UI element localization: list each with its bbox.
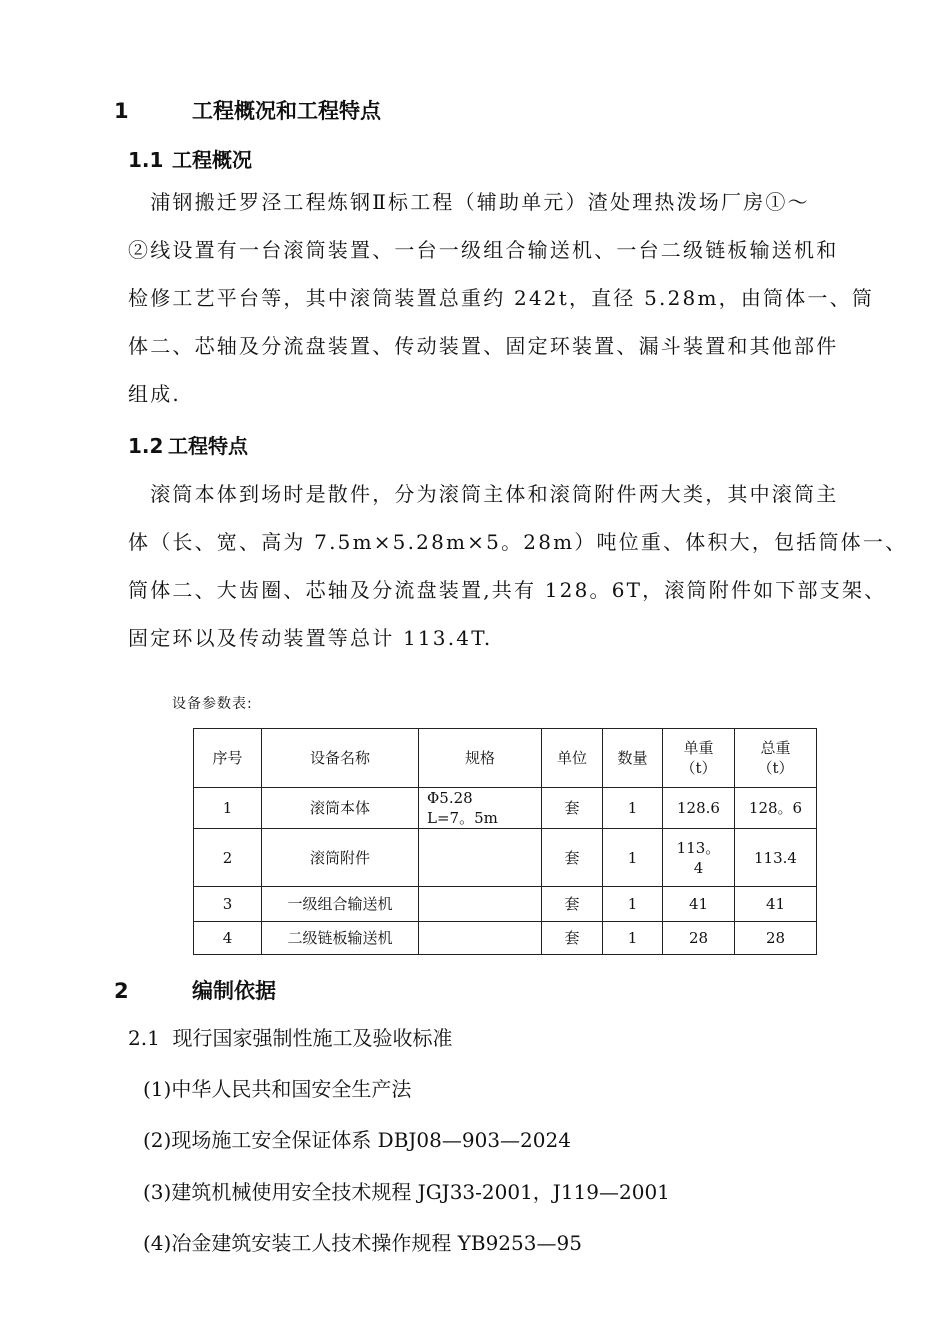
subsection-1-1-heading [128,144,252,173]
paragraph-line: 检修工艺平台等，其中滚筒装置总重约 242t，直径 5.28m，由筒体一、筒 [128,286,875,310]
paragraph-line: ②线设置有一台滚筒装置、一台一级组合输送机、一台二级链板输送机和 [128,238,839,262]
subsection-title: 工程特点 [168,434,248,458]
subsection-title: 工程概况 [172,148,252,172]
subsection-number: 1.1 [128,148,164,172]
section-2-heading [114,975,276,1005]
table-cell: 1 [603,829,663,887]
table-cell: 1 [603,887,663,922]
table-header-cell: 序号 [194,729,262,788]
table-cell: 一级组合输送机 [262,887,419,922]
table-header-cell: 数量 [603,729,663,788]
table-cell: 滚筒本体 [262,788,419,829]
subsection-title: 现行国家强制性施工及验收标准 [172,1026,453,1050]
table-cell: 1 [194,788,262,829]
standard-item: (4)冶金建筑安装工人技术操作规程 YB9253—95 [143,1231,582,1255]
table-cell: 4 [194,922,262,955]
subsection-2-1-heading [128,1022,453,1051]
table-cell: 套 [542,887,603,922]
overview-paragraph [128,178,898,418]
paragraph-line: 固定环以及传动装置等总计 113.4T. [128,626,493,650]
table-cell: 128.6 [663,788,735,829]
table-row [194,922,817,955]
table-cell: 113.4 [735,829,817,887]
table-cell [419,922,542,955]
standard-item: (3)建筑机械使用安全技术规程 JGJ33-2001，J119—2001 [143,1180,670,1204]
table-cell: 3 [194,887,262,922]
table-cell: 1 [603,922,663,955]
table-header-row [194,729,817,788]
table-cell: 套 [542,922,603,955]
section-title: 工程概况和工程特点 [192,99,381,123]
standard-item: (2)现场施工安全保证体系 DBJ08—903—2024 [143,1128,571,1152]
section-1-heading [114,95,381,125]
subsection-number: 2.1 [128,1026,160,1050]
table-cell [419,887,542,922]
subsection-number: 1.2 [128,434,164,458]
equipment-parameter-table [193,728,817,955]
table-cell: 28 [663,922,735,955]
table-cell: 二级链板输送机 [262,922,419,955]
table-cell: 128。6 [735,788,817,829]
paragraph-line: 体（长、宽、高为 7.5m×5.28m×5。28m）吨位重、体积大，包括筒体一、 [128,530,908,554]
table-row [194,788,817,829]
features-paragraph [128,470,908,662]
table-caption: 设备参数表: [172,696,253,712]
table-cell: 41 [663,887,735,922]
table-cell: 1 [603,788,663,829]
section-title: 编制依据 [192,979,276,1003]
paragraph-line: 体二、芯轴及分流盘装置、传动装置、固定环装置、漏斗装置和其他部件 [128,334,839,358]
section-number: 2 [114,979,129,1003]
table-cell: 113。 4 [663,829,735,887]
table-cell: 套 [542,788,603,829]
table-header-cell: 单重 （t） [663,729,735,788]
table-header-cell: 总重 （t） [735,729,817,788]
table-cell: 滚筒附件 [262,829,419,887]
paragraph-line: 组成. [128,382,181,406]
paragraph-line: 浦钢搬迁罗泾工程炼钢Ⅱ标工程（辅助单元）渣处理热泼场厂房①～ [128,190,810,214]
table-row [194,887,817,922]
table-cell: 2 [194,829,262,887]
paragraph-line: 筒体二、大齿圈、芯轴及分流盘装置,共有 128。6T，滚筒附件如下部支架、 [128,578,887,602]
table-row [194,829,817,887]
paragraph-line: 滚筒本体到场时是散件，分为滚筒主体和滚筒附件两大类，其中滚筒主 [128,482,839,506]
section-number: 1 [114,99,129,123]
table-header-cell: 规格 [419,729,542,788]
standard-item: (1)中华人民共和国安全生产法 [143,1077,412,1101]
table-header-cell: 设备名称 [262,729,419,788]
table-cell: 41 [735,887,817,922]
table-cell [419,829,542,887]
table-cell: Φ5.28 L=7。5m [419,788,542,829]
subsection-1-2-heading [128,430,248,459]
table-header-cell: 单位 [542,729,603,788]
table-cell: 28 [735,922,817,955]
table-cell: 套 [542,829,603,887]
